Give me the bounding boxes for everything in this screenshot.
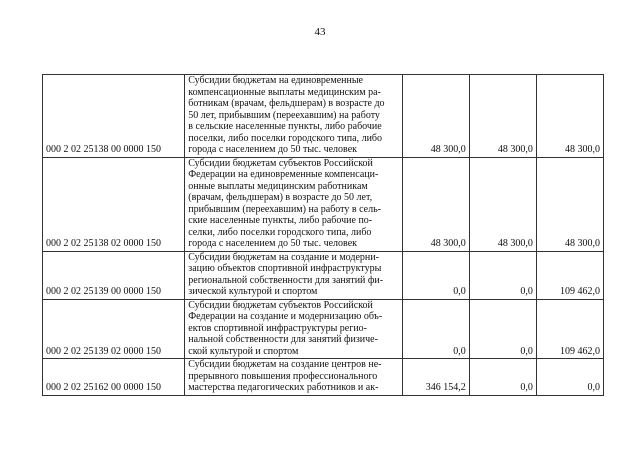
amount-cell: 48 300,0 — [536, 75, 603, 158]
budget-table-body — [43, 75, 604, 396]
income-name-line: онные выплаты медицинским работникам — [188, 180, 368, 192]
amount-cell: 346 154,2 — [402, 359, 469, 396]
income-name-line: ботникам (врачам, фельдшерам) в возрасте до — [188, 98, 385, 109]
income-name-line: Субсидии бюджетам на единовременные — [188, 75, 363, 86]
income-name-line: Субсидии бюджетам на создание и модерни- — [188, 251, 379, 263]
amount-cell: 0,0 — [469, 299, 536, 359]
amount-cell: 0,0 — [402, 299, 469, 359]
income-name-line: 50 лет, прибывшим (переехавшим) на работу — [188, 109, 380, 121]
income-name-line: зической культурой и спортом — [188, 286, 318, 297]
income-name-line: Субсидии бюджетам субъектов Российской — [188, 157, 373, 169]
income-name — [185, 359, 402, 396]
income-name-line: в сельские населенные пункты, либо рабочие — [188, 121, 382, 132]
table-row — [43, 359, 604, 396]
amount-cell: 48 300,0 — [469, 75, 536, 158]
amount-cell: 48 300,0 — [469, 157, 536, 251]
income-name — [185, 251, 402, 299]
amount-cell: 0,0 — [469, 251, 536, 299]
income-name-line: ской культурой и спортом — [188, 345, 299, 357]
table-row — [43, 157, 604, 251]
income-name-line: ектов спортивной инфраструктуры регио- — [188, 322, 368, 334]
amount-cell: 0,0 — [402, 251, 469, 299]
amount-cell: 109 462,0 — [536, 251, 603, 299]
budget-table — [42, 74, 604, 396]
income-name-line: поселки, либо поселки городского типа, либо — [188, 132, 383, 144]
income-name-line: ские населенные пункты, либо рабочие по- — [188, 215, 373, 226]
classification-code: 000 2 02 25138 00 0000 150 — [43, 75, 185, 158]
income-name — [185, 157, 402, 251]
income-name-line: зацию объектов спортивной инфраструктуры — [188, 263, 382, 274]
income-name-line: нальной собственности для занятий физиче- — [188, 334, 378, 345]
income-name-line: Субсидии бюджетам субъектов Российской — [188, 299, 373, 311]
income-name-line: селки, либо поселки городского типа, либо — [188, 226, 372, 238]
amount-cell: 0,0 — [469, 359, 536, 396]
amount-cell: 109 462,0 — [536, 299, 603, 359]
table-row — [43, 251, 604, 299]
income-name-line: города с населением до 50 тыс. человек — [188, 144, 357, 155]
classification-code: 000 2 02 25162 00 0000 150 — [43, 359, 185, 396]
income-name-line: региональной собственности для занятий фи- — [188, 274, 384, 286]
amount-cell: 48 300,0 — [536, 157, 603, 251]
income-name — [185, 75, 402, 158]
amount-cell: 0,0 — [536, 359, 603, 396]
income-name-line: Федерации на создание и модернизацию объ- — [188, 311, 383, 322]
income-name-line: прибывшим (переехавшим) на работу в сель- — [188, 203, 381, 215]
income-name-line: мастерства педагогических работников и ак- — [188, 382, 379, 393]
income-name — [185, 299, 402, 359]
income-name-line: Федерации на единовременные компенсаци- — [188, 169, 379, 180]
table-row — [43, 75, 604, 158]
classification-code: 000 2 02 25138 02 0000 150 — [43, 157, 185, 251]
income-name-line: компенсационные выплаты медицинским ра- — [188, 86, 381, 98]
amount-cell: 48 300,0 — [402, 75, 469, 158]
amount-cell: 48 300,0 — [402, 157, 469, 251]
income-name-line: (врачам, фельдшерам) в возрасте до 50 лет, — [188, 192, 373, 203]
classification-code: 000 2 02 25139 02 0000 150 — [43, 299, 185, 359]
table-row — [43, 299, 604, 359]
income-name-line: города с населением до 50 тыс. человек — [188, 238, 357, 249]
classification-code: 000 2 02 25139 00 0000 150 — [43, 251, 185, 299]
income-name-line: Субсидии бюджетам на создание центров не- — [188, 359, 382, 370]
income-name-line: прерывного повышения профессионального — [188, 370, 378, 382]
page-number: 43 — [314, 26, 326, 38]
